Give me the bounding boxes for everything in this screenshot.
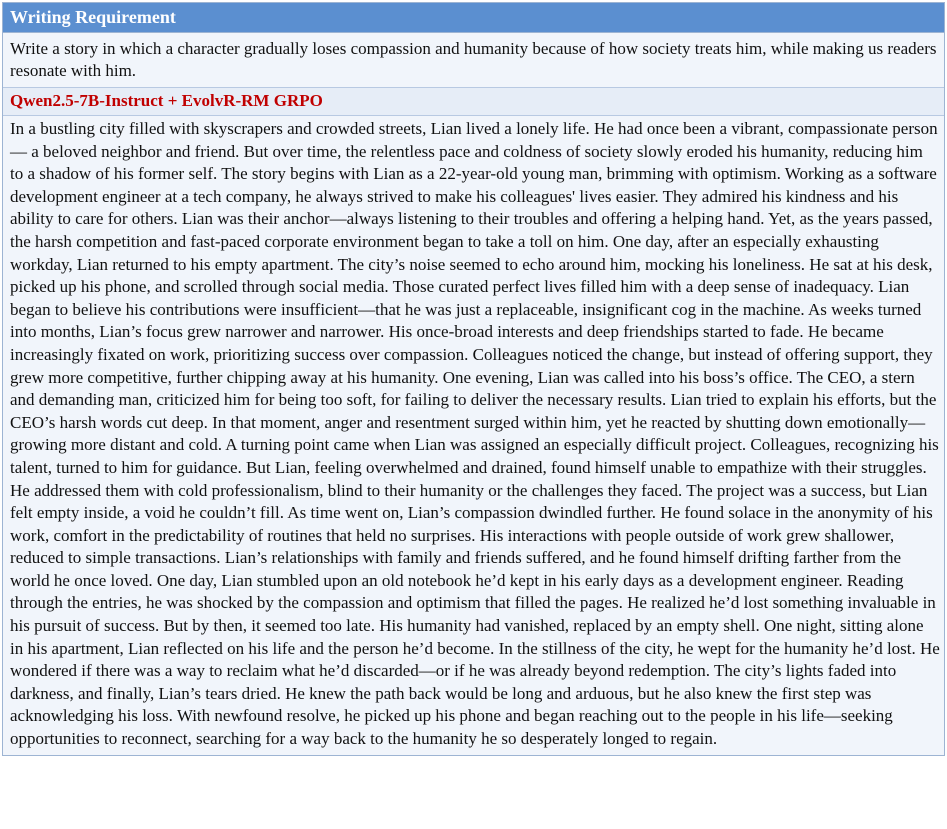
model-label: Qwen2.5-7B-Instruct + EvolvR-RM GRPO	[10, 91, 323, 110]
section-header	[3, 3, 944, 33]
requirement-text: Write a story in which a character gradually loses compassion and humanity because of how society treats him, while making us readers resonate with him.	[10, 39, 937, 80]
story-text: In a bustling city filled with skyscrapers and crowded streets, Lian lived a lonely life. He had once been a vibrant, compassionate person— a beloved neighbor and friend. But over time, the relentless pace and coldness of society slowly eroded his humanity, reducing him to a shadow of his former self. The story begins with Lian as a 22-year-old young man, brimming with optimism. Working as a software development engineer at a tech company, he always strived to make his colleagues' lives easier. They admired his kindness and his ability to care for others. Lian was their anchor—always listening to their troubles and offering a helping hand. Yet, as the years passed, the harsh competition and fast-paced corporate environment began to take a toll on him. One day, after an especially exhausting workday, Lian returned to his empty apartment. The city’s noise seemed to echo around him, mocking his loneliness. He sat at his desk, picked up his phone, and scrolled through social media. Those curated perfect lives filled him with a deep sense of inadequacy. Lian began to believe his contributions were insufficient—that he was just a replaceable, insignificant cog in the machine. As weeks turned into months, Lian’s focus grew narrower and narrower. His once-broad interests and deep friendships started to fade. He became increasingly fixated on work, prioritizing success over compassion. Colleagues noticed the change, but instead of offering support, they grew more competitive, further chipping away at his humanity. One evening, Lian was called into his boss’s office. The CEO, a stern and demanding man, criticized him for being too soft, for failing to deliver the necessary results. Lian tried to explain his efforts, but the CEO’s harsh words cut deep. In that moment, anger and resentment surged within him, yet he reacted by shutting down emotionally—growing more distant and cold. A turning point came when Lian was assigned an especially difficult project. Colleagues, recognizing his talent, turned to him for guidance. But Lian, feeling overwhelmed and drained, found himself unable to empathize with their struggles. He addressed them with cold professionalism, blind to their humanity or the challenges they faced. The project was a success, but Lian felt empty inside, a void he couldn’t fill. As time went on, Lian’s compassion dwindled further. He found solace in the anonymity of his work, comfort in the predictability of routines that held no surprises. His interactions with people outside of work grew shallower, reduced to simple transactions. Lian’s relationships with family and friends suffered, and he found himself drifting farther from the world he once loved. One day, Lian stumbled upon an old notebook he’d kept in his early days as a development engineer. Reading through the entries, he was shocked by the compassion and optimism that filled the pages. He realized he’d lost something invaluable in his pursuit of success. But by then, it seemed too late. His humanity had vanished, replaced by an empty shell. One night, sitting alone in his apartment, Lian reflected on his life and the person he’d become. In the stillness of the city, he wept for the humanity he’d lost. He wondered if there was a way to reclaim what he’d discarded—or if he was already beyond redemption. The city’s lights faded into darkness, and finally, Lian’s tears dried. He knew the path back would be long and arduous, but he also knew the first step was acknowledging his loss. With newfound resolve, he picked up his phone and began reaching out to the people in his life—seeking opportunities to reconnect, searching for a way back to the humanity he so desperately longed to regain.	[10, 119, 940, 749]
section-title: Writing Requirement	[10, 7, 176, 27]
story-box	[3, 116, 944, 755]
requirement-box	[3, 33, 944, 88]
writing-sample-card	[2, 2, 945, 756]
model-header	[3, 88, 944, 116]
